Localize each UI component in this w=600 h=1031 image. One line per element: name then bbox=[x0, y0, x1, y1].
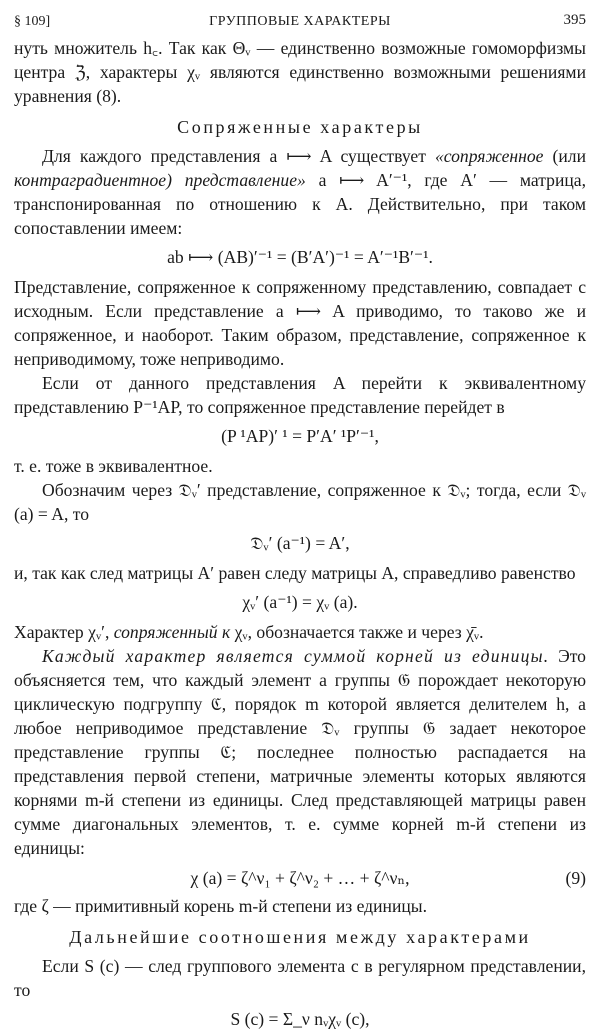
paragraph-continuation: нуть множитель h꜀. Так как Θᵥ — единственно возможные гомоморфизмы центра ℨ, характеры χᵥ являются единственно возможными решениями уравнения (8). bbox=[14, 38, 586, 106]
running-title: ГРУППОВЫЕ ХАРАКТЕРЫ bbox=[209, 14, 391, 29]
equation-transpose-inverse: ab ⟼ (AB)′⁻¹ = (B′A′)⁻¹ = A′⁻¹B′⁻¹. bbox=[167, 247, 433, 267]
equation-character-conjugate: χᵥ′ (a⁻¹) = χᵥ (a). bbox=[242, 592, 358, 612]
paragraph-primitive-root: где ζ — примитивный корень m-й степени из единицы. bbox=[14, 896, 427, 916]
emphasis-conjugate-to: сопряженный к bbox=[113, 622, 231, 642]
paragraph-regular-representation: Если S (c) — след группового элемента c в регулярном представлении, то bbox=[14, 956, 586, 1000]
section-heading-further-relations: Дальнейшие соотношения между характерами bbox=[69, 927, 531, 947]
emphasis-theorem: Каждый характер является суммой корней из единицы. bbox=[42, 646, 550, 666]
paragraph-also-equivalent: т. е. тоже в эквивалентное. bbox=[14, 456, 213, 476]
equation-number: (9) bbox=[565, 868, 586, 888]
equation-conjugate-rep: 𝔇ᵥ′ (a⁻¹) = A′, bbox=[250, 533, 350, 553]
paragraph-notation: Обозначим через 𝔇ᵥ′ представление, сопряженное к 𝔇ᵥ; тогда, если 𝔇ᵥ (a) = A, то bbox=[14, 480, 586, 524]
section-heading-conjugate-characters: Сопряженные характеры bbox=[177, 117, 423, 137]
paragraph-irreducibility: Представление, сопряженное к сопряженному представлению, совпадает с исходным. Если представление a ⟼ A приводимо, то таково же и сопряженное, и наоборот. Таким образом, представление, сопряженное к неприводимому, тоже неприводимо. bbox=[14, 277, 586, 369]
emphasis-conjugate: «сопряженное bbox=[434, 146, 544, 166]
paragraph-trace: и, так как след матрицы A′ равен следу матрицы A, справедливо равенство bbox=[14, 563, 576, 583]
paragraph-roots-of-unity: Каждый характер является суммой корней из единицы. Это объясняется тем, что каждый элемент a группы 𝔊 порождает некоторую циклическую подгруппу ℭ, порядок m которой является делителем h, а любое неприводимое представление 𝔇ᵥ группы 𝔊 задает некоторое представление группы ℭ; последнее полностью распадается на представления первой степени, матричные элементы которых являются корнями m-й степени из единицы. След представляющей матрицы равен сумме диагональных элементов, т. е. сумме корней m-й степени из единицы: bbox=[14, 646, 586, 858]
equation-regular-trace: S (c) = Σ_ν nᵥχᵥ (c), bbox=[230, 1009, 370, 1029]
equation-9-body: χ (a) = ζ^ν₁ + ζ^ν₂ + … + ζ^νₙ, bbox=[190, 868, 410, 888]
paragraph-equivalent: Если от данного представления A перейти к эквивалентному представлению P⁻¹AP, то сопряженное представление перейдет в bbox=[14, 373, 586, 417]
paragraph-conjugate-representation: Для каждого представления a ⟼ A существует «сопряженное (или контраградиентное) представление» a ⟼ A′⁻¹, где A′ — матрица, транспонированная по отношению к A. Действительно, при таком сопоставлении имеем: bbox=[14, 146, 587, 238]
page-header bbox=[14, 8, 586, 36]
page-number: 395 bbox=[563, 12, 586, 28]
section-marker: § 109] bbox=[14, 14, 51, 29]
paragraph-conjugate-character: Характер χᵥ′, сопряженный к χᵥ, обозначается также и через χ̄ᵥ. bbox=[14, 622, 484, 642]
equation-equivalent: (P ¹AP)′ ¹ = P′A′ ¹P′⁻¹, bbox=[221, 426, 379, 446]
equation-9 bbox=[14, 866, 586, 890]
emphasis-contragredient: контраградиентное) представление» bbox=[14, 170, 306, 190]
